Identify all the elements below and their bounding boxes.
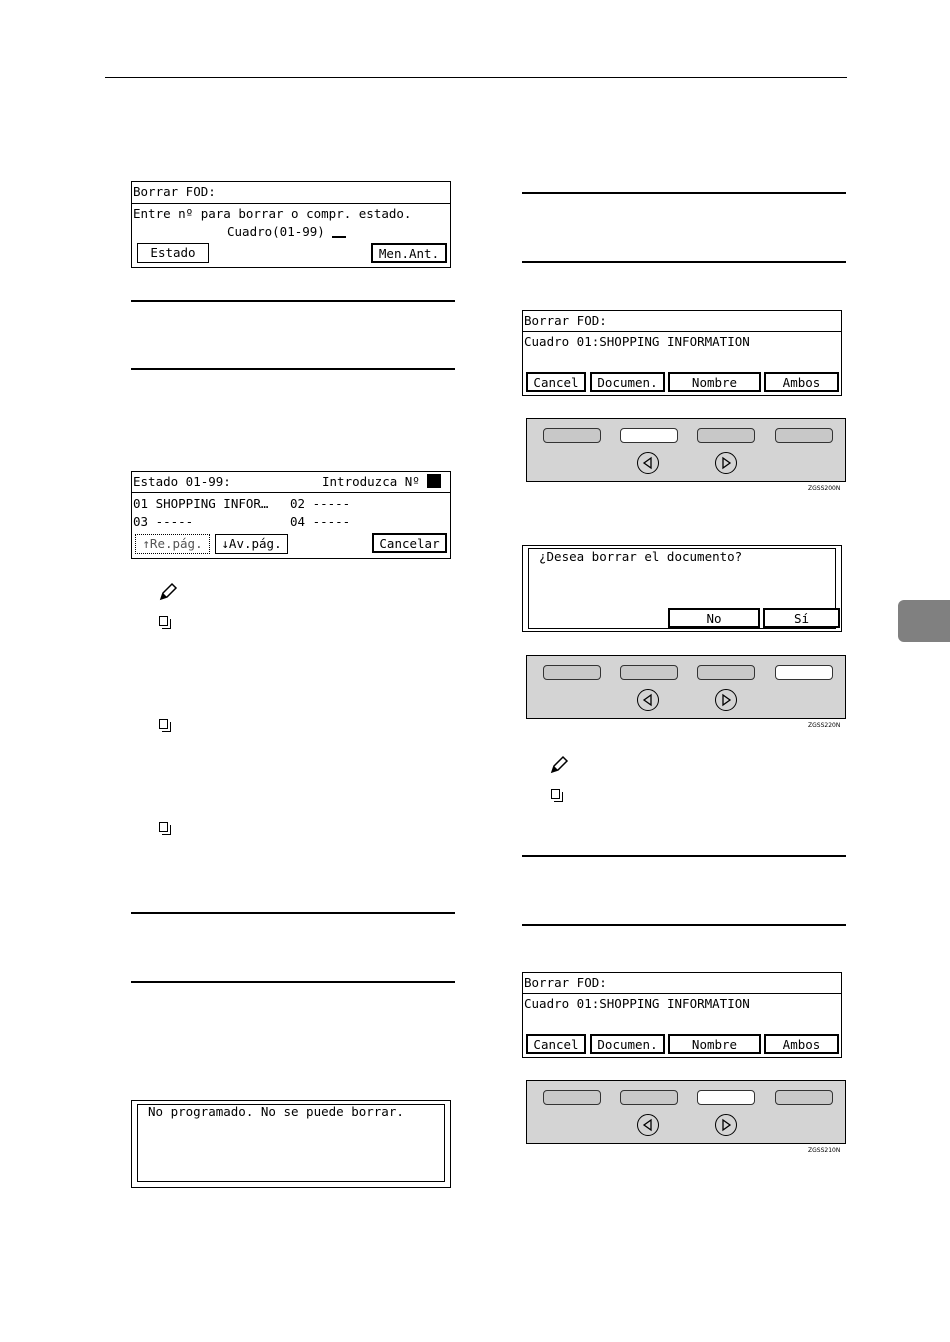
figure-code: ZGSS220N <box>808 722 841 729</box>
yes-softkey[interactable]: Sí <box>763 608 840 628</box>
lcd-screen-confirm <box>522 545 842 632</box>
list-item[interactable]: 01 SHOPPING INFOR… <box>133 496 269 511</box>
header-rule <box>105 77 847 78</box>
right-arrow-key-icon[interactable] <box>715 1114 737 1136</box>
no-softkey[interactable]: No <box>668 608 760 628</box>
section-rule <box>522 855 846 857</box>
left-arrow-key-icon[interactable] <box>637 689 659 711</box>
right-arrow-key-icon[interactable] <box>715 689 737 711</box>
lcd-screen-estado <box>131 471 451 559</box>
confirm-question: ¿Desea borrar el documento? <box>539 549 743 564</box>
panel-key[interactable] <box>543 1090 601 1105</box>
panel-key[interactable] <box>620 665 678 680</box>
screen-title: Borrar FOD: <box>524 975 607 990</box>
figure-code: ZGSS200N <box>808 485 841 492</box>
screen-line <box>227 224 450 240</box>
lcd-screen-borrar-fod <box>131 181 451 268</box>
checkbox-icon <box>159 616 168 626</box>
cancel-softkey[interactable]: Cancel <box>526 372 586 392</box>
panel-key-active[interactable] <box>697 1090 755 1105</box>
nombre-softkey[interactable]: Nombre <box>668 372 761 392</box>
error-message: No programado. No se puede borrar. <box>148 1104 404 1119</box>
section-rule <box>131 368 455 370</box>
screen-line: Cuadro 01:SHOPPING INFORMATION <box>524 334 750 349</box>
checkbox-icon <box>551 789 560 799</box>
operation-panel <box>526 1080 846 1144</box>
input-cursor <box>332 224 346 238</box>
note-pencil-icon <box>158 582 178 602</box>
screen-title: Estado 01-99: <box>133 474 231 489</box>
list-item[interactable]: 02 ----- <box>290 496 351 511</box>
panel-key[interactable] <box>543 428 601 443</box>
lcd-screen-borrar-fod-cuadro <box>522 972 842 1058</box>
screen-line: Cuadro 01:SHOPPING INFORMATION <box>524 996 750 1011</box>
cancel-softkey[interactable]: Cancelar <box>372 533 447 553</box>
panel-key[interactable] <box>697 665 755 680</box>
screen-line: Entre nº para borrar o compr. estado. <box>133 206 412 221</box>
prev-page-softkey[interactable]: ↑Re.pág. <box>135 534 210 554</box>
panel-key[interactable] <box>543 665 601 680</box>
note-pencil-icon <box>549 755 569 775</box>
lcd-screen-borrar-fod-cuadro <box>522 310 842 396</box>
operation-panel <box>526 655 846 719</box>
section-rule <box>522 192 846 194</box>
ambos-softkey[interactable]: Ambos <box>764 1034 839 1054</box>
chapter-tab <box>898 600 950 642</box>
screen-title: Borrar FOD: <box>524 313 607 328</box>
documen-softkey[interactable]: Documen. <box>590 1034 665 1054</box>
operation-panel <box>526 418 846 482</box>
figure-code: ZGSS210N <box>808 1147 841 1154</box>
panel-key[interactable] <box>697 428 755 443</box>
men-ant-softkey[interactable]: Men.Ant. <box>371 243 447 263</box>
section-rule <box>522 261 846 263</box>
panel-key[interactable] <box>775 1090 833 1105</box>
panel-key[interactable] <box>620 1090 678 1105</box>
left-arrow-key-icon[interactable] <box>637 452 659 474</box>
section-rule <box>522 924 846 926</box>
section-rule <box>131 912 455 914</box>
screen-title: Borrar FOD: <box>133 184 216 199</box>
estado-softkey[interactable]: Estado <box>137 243 209 263</box>
list-item[interactable]: 04 ----- <box>290 514 351 529</box>
left-arrow-key-icon[interactable] <box>637 1114 659 1136</box>
checkbox-icon <box>159 822 168 832</box>
panel-key[interactable] <box>775 428 833 443</box>
screen-prompt: Introduzca Nº <box>322 474 450 490</box>
cancel-softkey[interactable]: Cancel <box>526 1034 586 1054</box>
input-cursor <box>427 474 441 488</box>
next-page-softkey[interactable]: ↓Av.pág. <box>215 534 288 554</box>
right-arrow-key-icon[interactable] <box>715 452 737 474</box>
section-rule <box>131 981 455 983</box>
cuadro-label: Cuadro(01-99) <box>227 224 325 239</box>
lcd-screen-message <box>131 1100 451 1188</box>
ambos-softkey[interactable]: Ambos <box>764 372 839 392</box>
panel-key-active[interactable] <box>620 428 678 443</box>
checkbox-icon <box>159 719 168 729</box>
documen-softkey[interactable]: Documen. <box>590 372 665 392</box>
panel-key-active[interactable] <box>775 665 833 680</box>
nombre-softkey[interactable]: Nombre <box>668 1034 761 1054</box>
list-item[interactable]: 03 ----- <box>133 514 194 529</box>
section-rule <box>131 300 455 302</box>
